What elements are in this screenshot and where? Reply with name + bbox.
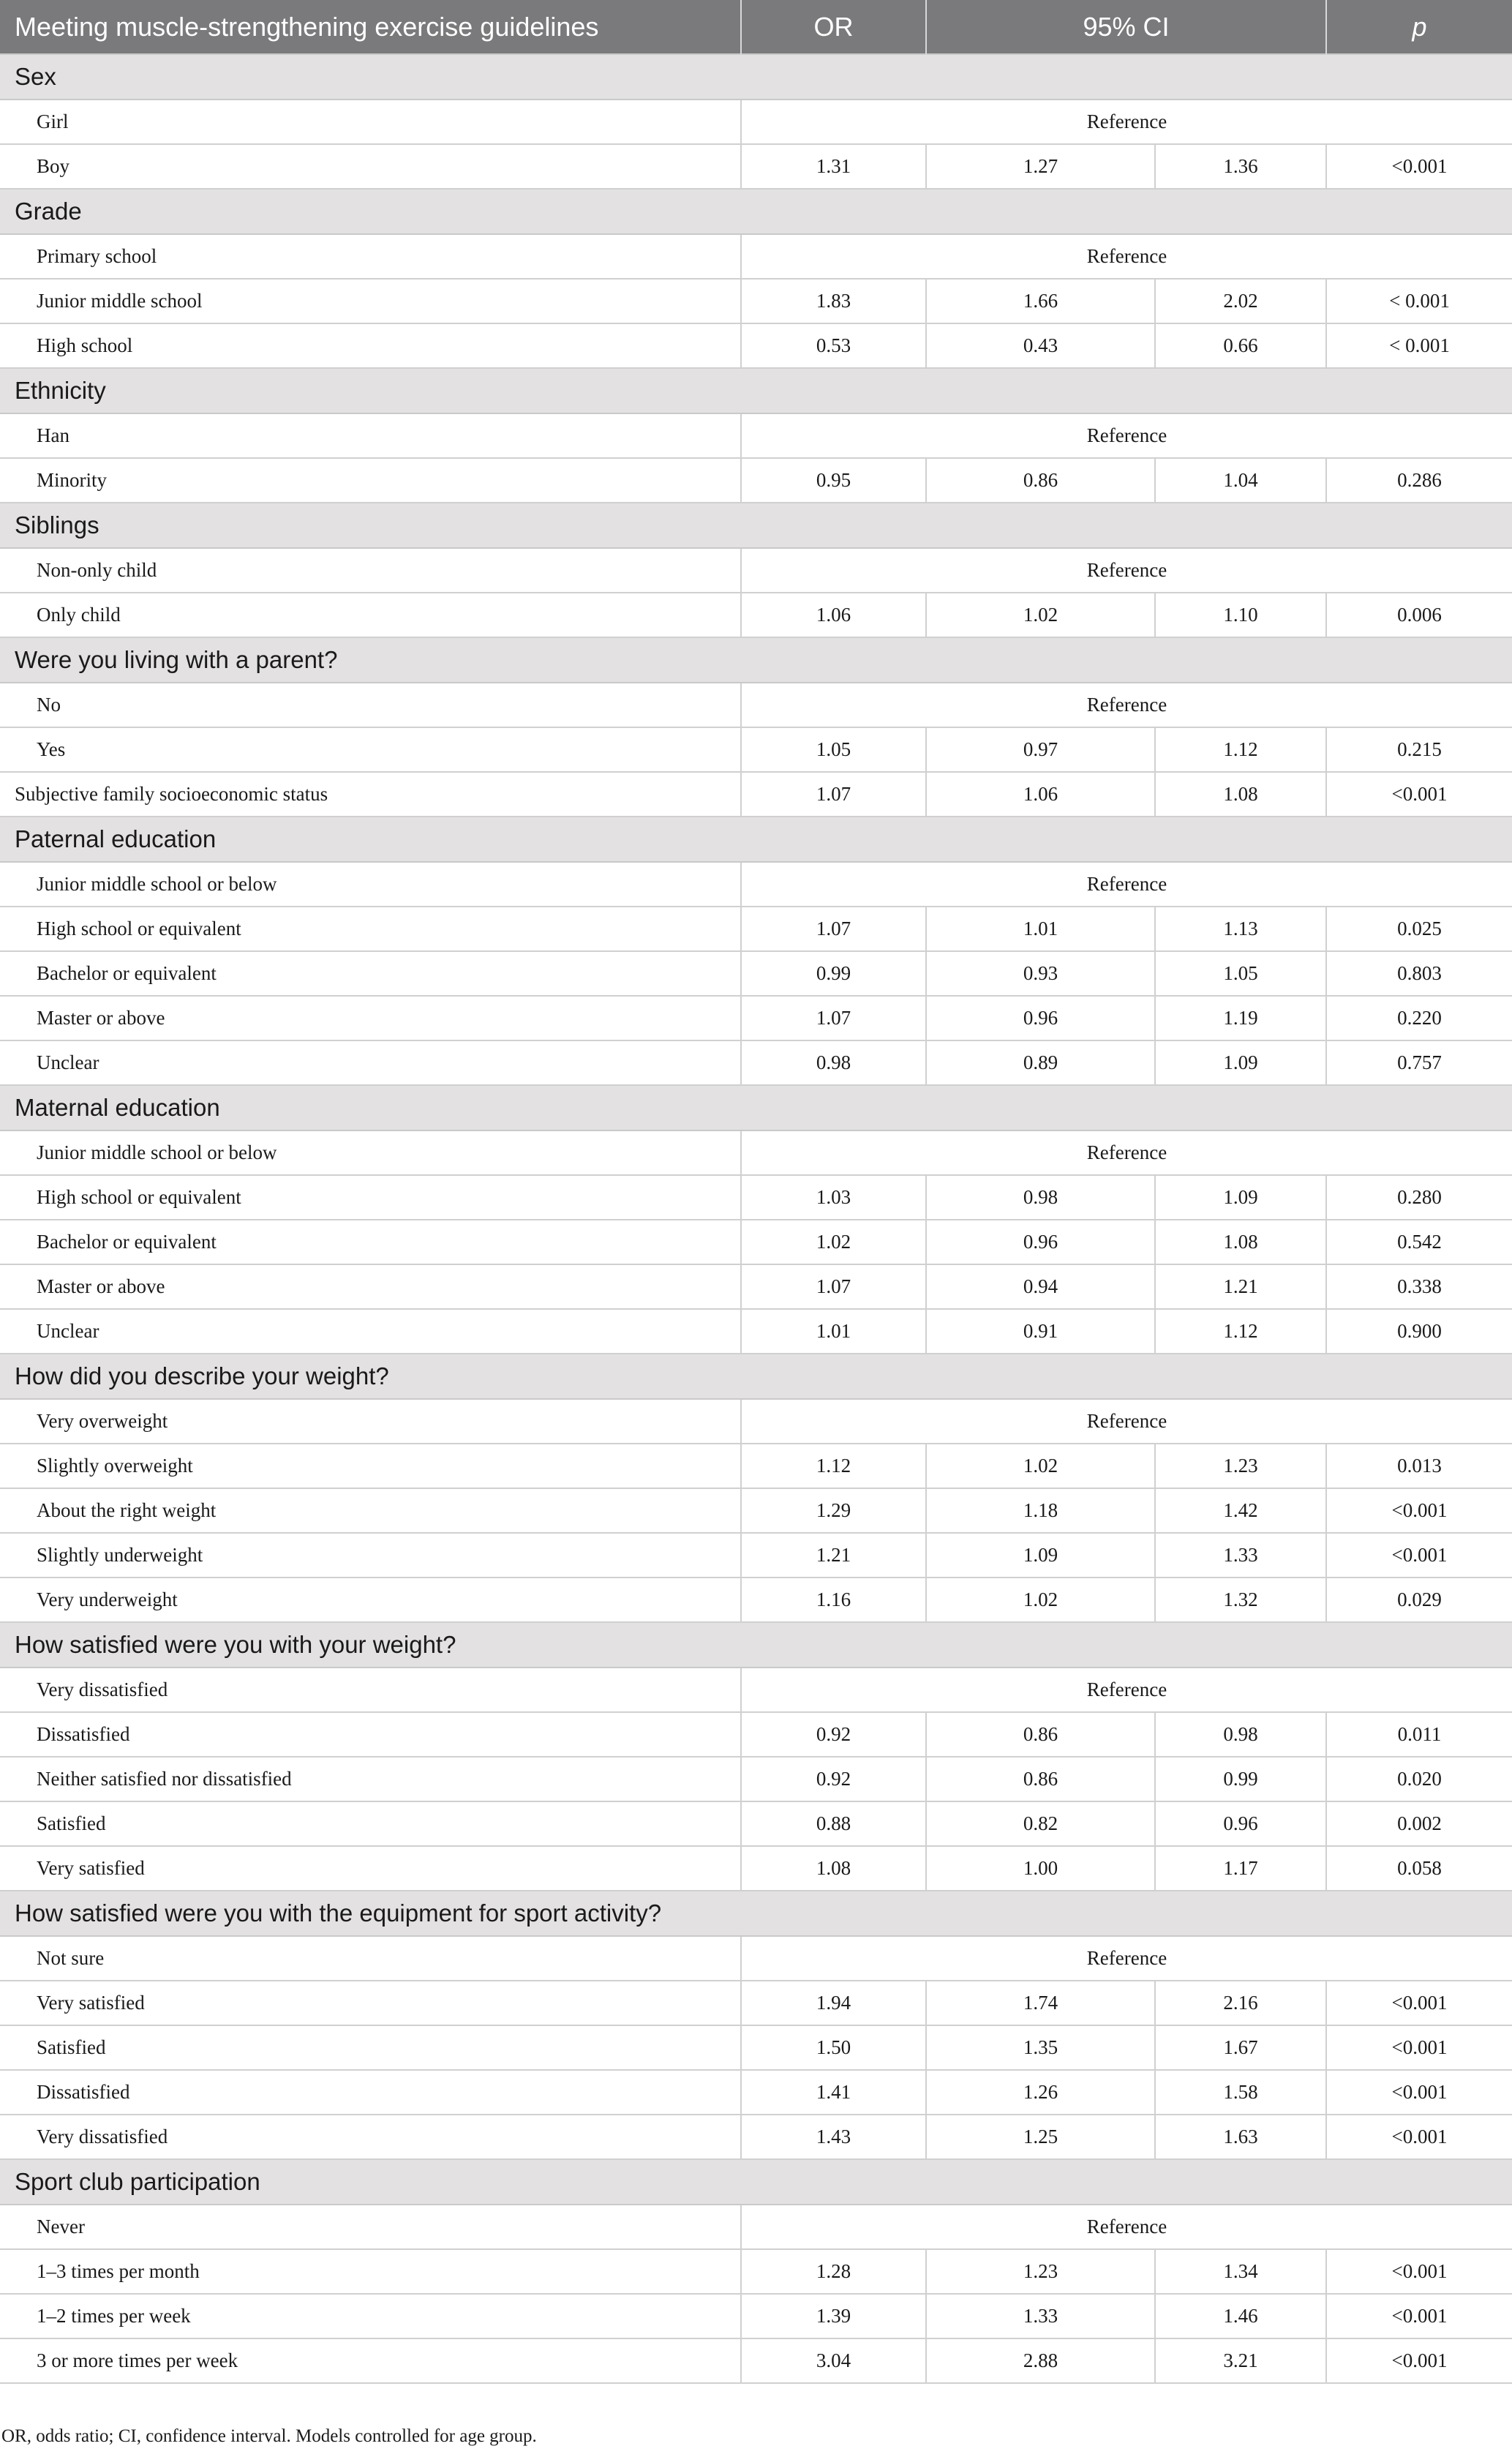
or-value: 1.94 <box>741 1981 926 2025</box>
row-label: Junior middle school <box>0 279 741 323</box>
table-row <box>0 144 1512 189</box>
section-header <box>0 54 1512 100</box>
section-header <box>0 817 1512 862</box>
p-value: 0.020 <box>1326 1757 1512 1801</box>
ci-upper: 1.67 <box>1155 2025 1326 2070</box>
ci-upper: 1.12 <box>1155 727 1326 772</box>
table-row <box>0 1130 1512 1175</box>
row-label: About the right weight <box>0 1488 741 1533</box>
p-value: 0.757 <box>1326 1040 1512 1085</box>
p-value: <0.001 <box>1326 1981 1512 2025</box>
ci-lower: 1.66 <box>926 279 1155 323</box>
ci-upper: 1.13 <box>1155 907 1326 951</box>
table-row <box>0 2070 1512 2115</box>
or-value: 1.50 <box>741 2025 926 2070</box>
section-header <box>0 1085 1512 1130</box>
ci-upper: 1.63 <box>1155 2115 1326 2159</box>
p-value: 0.029 <box>1326 1578 1512 1622</box>
row-label: Minority <box>0 458 741 503</box>
p-value: <0.001 <box>1326 2115 1512 2159</box>
table-row <box>0 2115 1512 2159</box>
p-value: <0.001 <box>1326 144 1512 189</box>
ci-upper: 0.99 <box>1155 1757 1326 1801</box>
reference-cell: Reference <box>741 683 1512 727</box>
reference-cell: Reference <box>741 1936 1512 1981</box>
table-row <box>0 1488 1512 1533</box>
ci-lower: 0.96 <box>926 1220 1155 1264</box>
row-label: Never <box>0 2205 741 2249</box>
ci-upper: 1.23 <box>1155 1444 1326 1488</box>
section-title: Siblings <box>0 503 1512 548</box>
row-label: Bachelor or equivalent <box>0 951 741 996</box>
table-row <box>0 772 1512 817</box>
ci-upper: 1.19 <box>1155 996 1326 1040</box>
row-label: Satisfied <box>0 1801 741 1846</box>
or-value: 1.21 <box>741 1533 926 1578</box>
row-label: Boy <box>0 144 741 189</box>
table-row <box>0 593 1512 637</box>
row-label: Han <box>0 413 741 458</box>
section-title: Grade <box>0 189 1512 234</box>
section-title: How satisfied were you with your weight? <box>0 1622 1512 1668</box>
table-row <box>0 323 1512 368</box>
or-value: 1.12 <box>741 1444 926 1488</box>
ci-upper: 1.10 <box>1155 593 1326 637</box>
table-row <box>0 413 1512 458</box>
row-label: Slightly underweight <box>0 1533 741 1578</box>
section-header <box>0 189 1512 234</box>
reference-cell: Reference <box>741 1668 1512 1712</box>
row-label: Yes <box>0 727 741 772</box>
table-row <box>0 907 1512 951</box>
p-value: < 0.001 <box>1326 323 1512 368</box>
ci-lower: 0.86 <box>926 1757 1155 1801</box>
ci-lower: 2.88 <box>926 2338 1155 2383</box>
row-label: Master or above <box>0 996 741 1040</box>
row-label: Dissatisfied <box>0 2070 741 2115</box>
or-value: 1.29 <box>741 1488 926 1533</box>
ci-upper: 1.42 <box>1155 1488 1326 1533</box>
or-value: 0.92 <box>741 1712 926 1757</box>
section-title: Sex <box>0 54 1512 100</box>
p-value: <0.001 <box>1326 772 1512 817</box>
ci-upper: 1.09 <box>1155 1040 1326 1085</box>
ci-upper: 1.36 <box>1155 144 1326 189</box>
row-label: 1–3 times per month <box>0 2249 741 2294</box>
or-value: 1.07 <box>741 1264 926 1309</box>
ci-lower: 0.97 <box>926 727 1155 772</box>
ci-lower: 1.06 <box>926 772 1155 817</box>
table-row <box>0 862 1512 907</box>
p-value: 0.280 <box>1326 1175 1512 1220</box>
row-label: Girl <box>0 100 741 144</box>
ci-upper: 1.12 <box>1155 1309 1326 1354</box>
or-value: 1.83 <box>741 279 926 323</box>
or-value: 1.06 <box>741 593 926 637</box>
section-title: Were you living with a parent? <box>0 637 1512 683</box>
row-label: Junior middle school or below <box>0 1130 741 1175</box>
ci-upper: 1.32 <box>1155 1578 1326 1622</box>
section-title: Sport club participation <box>0 2159 1512 2205</box>
ci-lower: 1.27 <box>926 144 1155 189</box>
reference-cell: Reference <box>741 862 1512 907</box>
ci-lower: 0.94 <box>926 1264 1155 1309</box>
table-row <box>0 234 1512 279</box>
row-label: High school <box>0 323 741 368</box>
p-value: <0.001 <box>1326 2294 1512 2338</box>
ci-upper: 1.04 <box>1155 458 1326 503</box>
table-row <box>0 548 1512 593</box>
row-label: Dissatisfied <box>0 1712 741 1757</box>
p-value: 0.013 <box>1326 1444 1512 1488</box>
section-header <box>0 1622 1512 1668</box>
row-label: Subjective family socioeconomic status <box>0 772 741 817</box>
or-value: 3.04 <box>741 2338 926 2383</box>
or-value: 0.95 <box>741 458 926 503</box>
ci-lower: 1.18 <box>926 1488 1155 1533</box>
or-value: 1.28 <box>741 2249 926 2294</box>
row-label: Satisfied <box>0 2025 741 2070</box>
p-value: <0.001 <box>1326 2070 1512 2115</box>
table-row <box>0 458 1512 503</box>
reference-cell: Reference <box>741 2205 1512 2249</box>
ci-upper: 2.02 <box>1155 279 1326 323</box>
p-value: 0.900 <box>1326 1309 1512 1354</box>
or-value: 1.07 <box>741 907 926 951</box>
ci-upper: 1.58 <box>1155 2070 1326 2115</box>
section-title: Paternal education <box>0 817 1512 862</box>
p-value: 0.215 <box>1326 727 1512 772</box>
ci-upper: 1.46 <box>1155 2294 1326 2338</box>
or-value: 1.01 <box>741 1309 926 1354</box>
p-value: <0.001 <box>1326 2025 1512 2070</box>
or-value: 1.41 <box>741 2070 926 2115</box>
ci-lower: 1.74 <box>926 1981 1155 2025</box>
reference-cell: Reference <box>741 413 1512 458</box>
or-value: 0.98 <box>741 1040 926 1085</box>
p-value: 0.058 <box>1326 1846 1512 1891</box>
ci-lower: 0.89 <box>926 1040 1155 1085</box>
table-row <box>0 2249 1512 2294</box>
row-label: Junior middle school or below <box>0 862 741 907</box>
ci-lower: 0.43 <box>926 323 1155 368</box>
or-value: 1.43 <box>741 2115 926 2159</box>
table-row <box>0 1309 1512 1354</box>
or-value: 1.05 <box>741 727 926 772</box>
table-row <box>0 1936 1512 1981</box>
ci-upper: 0.66 <box>1155 323 1326 368</box>
table-row <box>0 951 1512 996</box>
p-value: 0.803 <box>1326 951 1512 996</box>
header-ci: 95% CI <box>926 0 1326 54</box>
table-row <box>0 1533 1512 1578</box>
header-p: p <box>1412 11 1427 42</box>
p-value: 0.220 <box>1326 996 1512 1040</box>
ci-upper: 1.09 <box>1155 1175 1326 1220</box>
row-label: 3 or more times per week <box>0 2338 741 2383</box>
table-row <box>0 1801 1512 1846</box>
row-label: High school or equivalent <box>0 1175 741 1220</box>
table-body <box>0 54 1512 2383</box>
or-value: 1.03 <box>741 1175 926 1220</box>
header-outcome: Meeting muscle-strengthening exercise guidelines <box>0 0 741 54</box>
ci-lower: 1.09 <box>926 1533 1155 1578</box>
ci-upper: 1.08 <box>1155 1220 1326 1264</box>
reference-cell: Reference <box>741 100 1512 144</box>
or-value: 1.07 <box>741 772 926 817</box>
table-row <box>0 1444 1512 1488</box>
p-value: <0.001 <box>1326 1488 1512 1533</box>
ci-lower: 1.26 <box>926 2070 1155 2115</box>
table-header <box>0 0 1512 54</box>
row-label: Bachelor or equivalent <box>0 1220 741 1264</box>
row-label: High school or equivalent <box>0 907 741 951</box>
or-value: 1.39 <box>741 2294 926 2338</box>
ci-lower: 0.96 <box>926 996 1155 1040</box>
reference-cell: Reference <box>741 1399 1512 1444</box>
row-label: 1–2 times per week <box>0 2294 741 2338</box>
ci-upper: 3.21 <box>1155 2338 1326 2383</box>
table-row <box>0 2294 1512 2338</box>
row-label: Unclear <box>0 1040 741 1085</box>
ci-lower: 0.86 <box>926 458 1155 503</box>
section-header <box>0 368 1512 413</box>
row-label: Very overweight <box>0 1399 741 1444</box>
section-title: How did you describe your weight? <box>0 1354 1512 1399</box>
p-value: <0.001 <box>1326 1533 1512 1578</box>
table-row <box>0 2205 1512 2249</box>
row-label: Only child <box>0 593 741 637</box>
ci-upper: 0.98 <box>1155 1712 1326 1757</box>
row-label: Non-only child <box>0 548 741 593</box>
table-row <box>0 1175 1512 1220</box>
reference-cell: Reference <box>741 234 1512 279</box>
or-value: 1.02 <box>741 1220 926 1264</box>
ci-lower: 1.02 <box>926 1578 1155 1622</box>
row-label: Slightly overweight <box>0 1444 741 1488</box>
ci-lower: 0.82 <box>926 1801 1155 1846</box>
table-row <box>0 1668 1512 1712</box>
or-value: 1.16 <box>741 1578 926 1622</box>
row-label: Neither satisfied nor dissatisfied <box>0 1757 741 1801</box>
table-footnote: OR, odds ratio; CI, confidence interval. Models controlled for age group. <box>1 2426 537 2446</box>
section-header <box>0 637 1512 683</box>
ci-upper: 1.34 <box>1155 2249 1326 2294</box>
ci-lower: 1.25 <box>926 2115 1155 2159</box>
ci-lower: 1.33 <box>926 2294 1155 2338</box>
ci-lower: 0.93 <box>926 951 1155 996</box>
row-label: Very satisfied <box>0 1981 741 2025</box>
table-row <box>0 1846 1512 1891</box>
or-value: 1.08 <box>741 1846 926 1891</box>
row-label: Primary school <box>0 234 741 279</box>
ci-lower: 1.01 <box>926 907 1155 951</box>
header-or: OR <box>741 0 926 54</box>
section-header <box>0 1354 1512 1399</box>
row-label: Very dissatisfied <box>0 2115 741 2159</box>
section-title: Maternal education <box>0 1085 1512 1130</box>
row-label: Unclear <box>0 1309 741 1354</box>
ci-lower: 1.35 <box>926 2025 1155 2070</box>
p-value: < 0.001 <box>1326 279 1512 323</box>
ci-upper: 1.33 <box>1155 1533 1326 1578</box>
p-value: 0.002 <box>1326 1801 1512 1846</box>
ci-lower: 0.98 <box>926 1175 1155 1220</box>
table-row <box>0 1220 1512 1264</box>
table-row <box>0 1981 1512 2025</box>
table-row <box>0 1757 1512 1801</box>
ci-upper: 0.96 <box>1155 1801 1326 1846</box>
row-label: No <box>0 683 741 727</box>
section-title: How satisfied were you with the equipment for sport activity? <box>0 1891 1512 1936</box>
row-label: Very satisfied <box>0 1846 741 1891</box>
section-header <box>0 1891 1512 1936</box>
table-row <box>0 996 1512 1040</box>
row-label: Not sure <box>0 1936 741 1981</box>
ci-lower: 0.86 <box>926 1712 1155 1757</box>
or-value: 0.99 <box>741 951 926 996</box>
table-row <box>0 100 1512 144</box>
table-row <box>0 279 1512 323</box>
reference-cell: Reference <box>741 548 1512 593</box>
ci-lower: 1.00 <box>926 1846 1155 1891</box>
row-label: Master or above <box>0 1264 741 1309</box>
table-row <box>0 2338 1512 2383</box>
p-value: 0.542 <box>1326 1220 1512 1264</box>
section-title: Ethnicity <box>0 368 1512 413</box>
p-value: 0.025 <box>1326 907 1512 951</box>
p-value: 0.338 <box>1326 1264 1512 1309</box>
section-header <box>0 503 1512 548</box>
or-value: 0.92 <box>741 1757 926 1801</box>
row-label: Very dissatisfied <box>0 1668 741 1712</box>
p-value: 0.011 <box>1326 1712 1512 1757</box>
table-row <box>0 1712 1512 1757</box>
ci-upper: 1.17 <box>1155 1846 1326 1891</box>
table-row <box>0 2025 1512 2070</box>
table-row <box>0 727 1512 772</box>
table-row <box>0 1578 1512 1622</box>
table-row <box>0 1040 1512 1085</box>
p-value: <0.001 <box>1326 2338 1512 2383</box>
or-value: 0.88 <box>741 1801 926 1846</box>
p-value: 0.006 <box>1326 593 1512 637</box>
ci-upper: 1.05 <box>1155 951 1326 996</box>
table-row <box>0 1399 1512 1444</box>
section-header <box>0 2159 1512 2205</box>
or-value: 1.07 <box>741 996 926 1040</box>
or-value: 1.31 <box>741 144 926 189</box>
ci-upper: 1.08 <box>1155 772 1326 817</box>
row-label: Very underweight <box>0 1578 741 1622</box>
p-value: <0.001 <box>1326 2249 1512 2294</box>
reference-cell: Reference <box>741 1130 1512 1175</box>
ci-lower: 0.91 <box>926 1309 1155 1354</box>
ci-lower: 1.23 <box>926 2249 1155 2294</box>
ci-upper: 2.16 <box>1155 1981 1326 2025</box>
ci-lower: 1.02 <box>926 593 1155 637</box>
or-value: 0.53 <box>741 323 926 368</box>
table-row <box>0 1264 1512 1309</box>
p-value: 0.286 <box>1326 458 1512 503</box>
ci-lower: 1.02 <box>926 1444 1155 1488</box>
ci-upper: 1.21 <box>1155 1264 1326 1309</box>
table-row <box>0 683 1512 727</box>
